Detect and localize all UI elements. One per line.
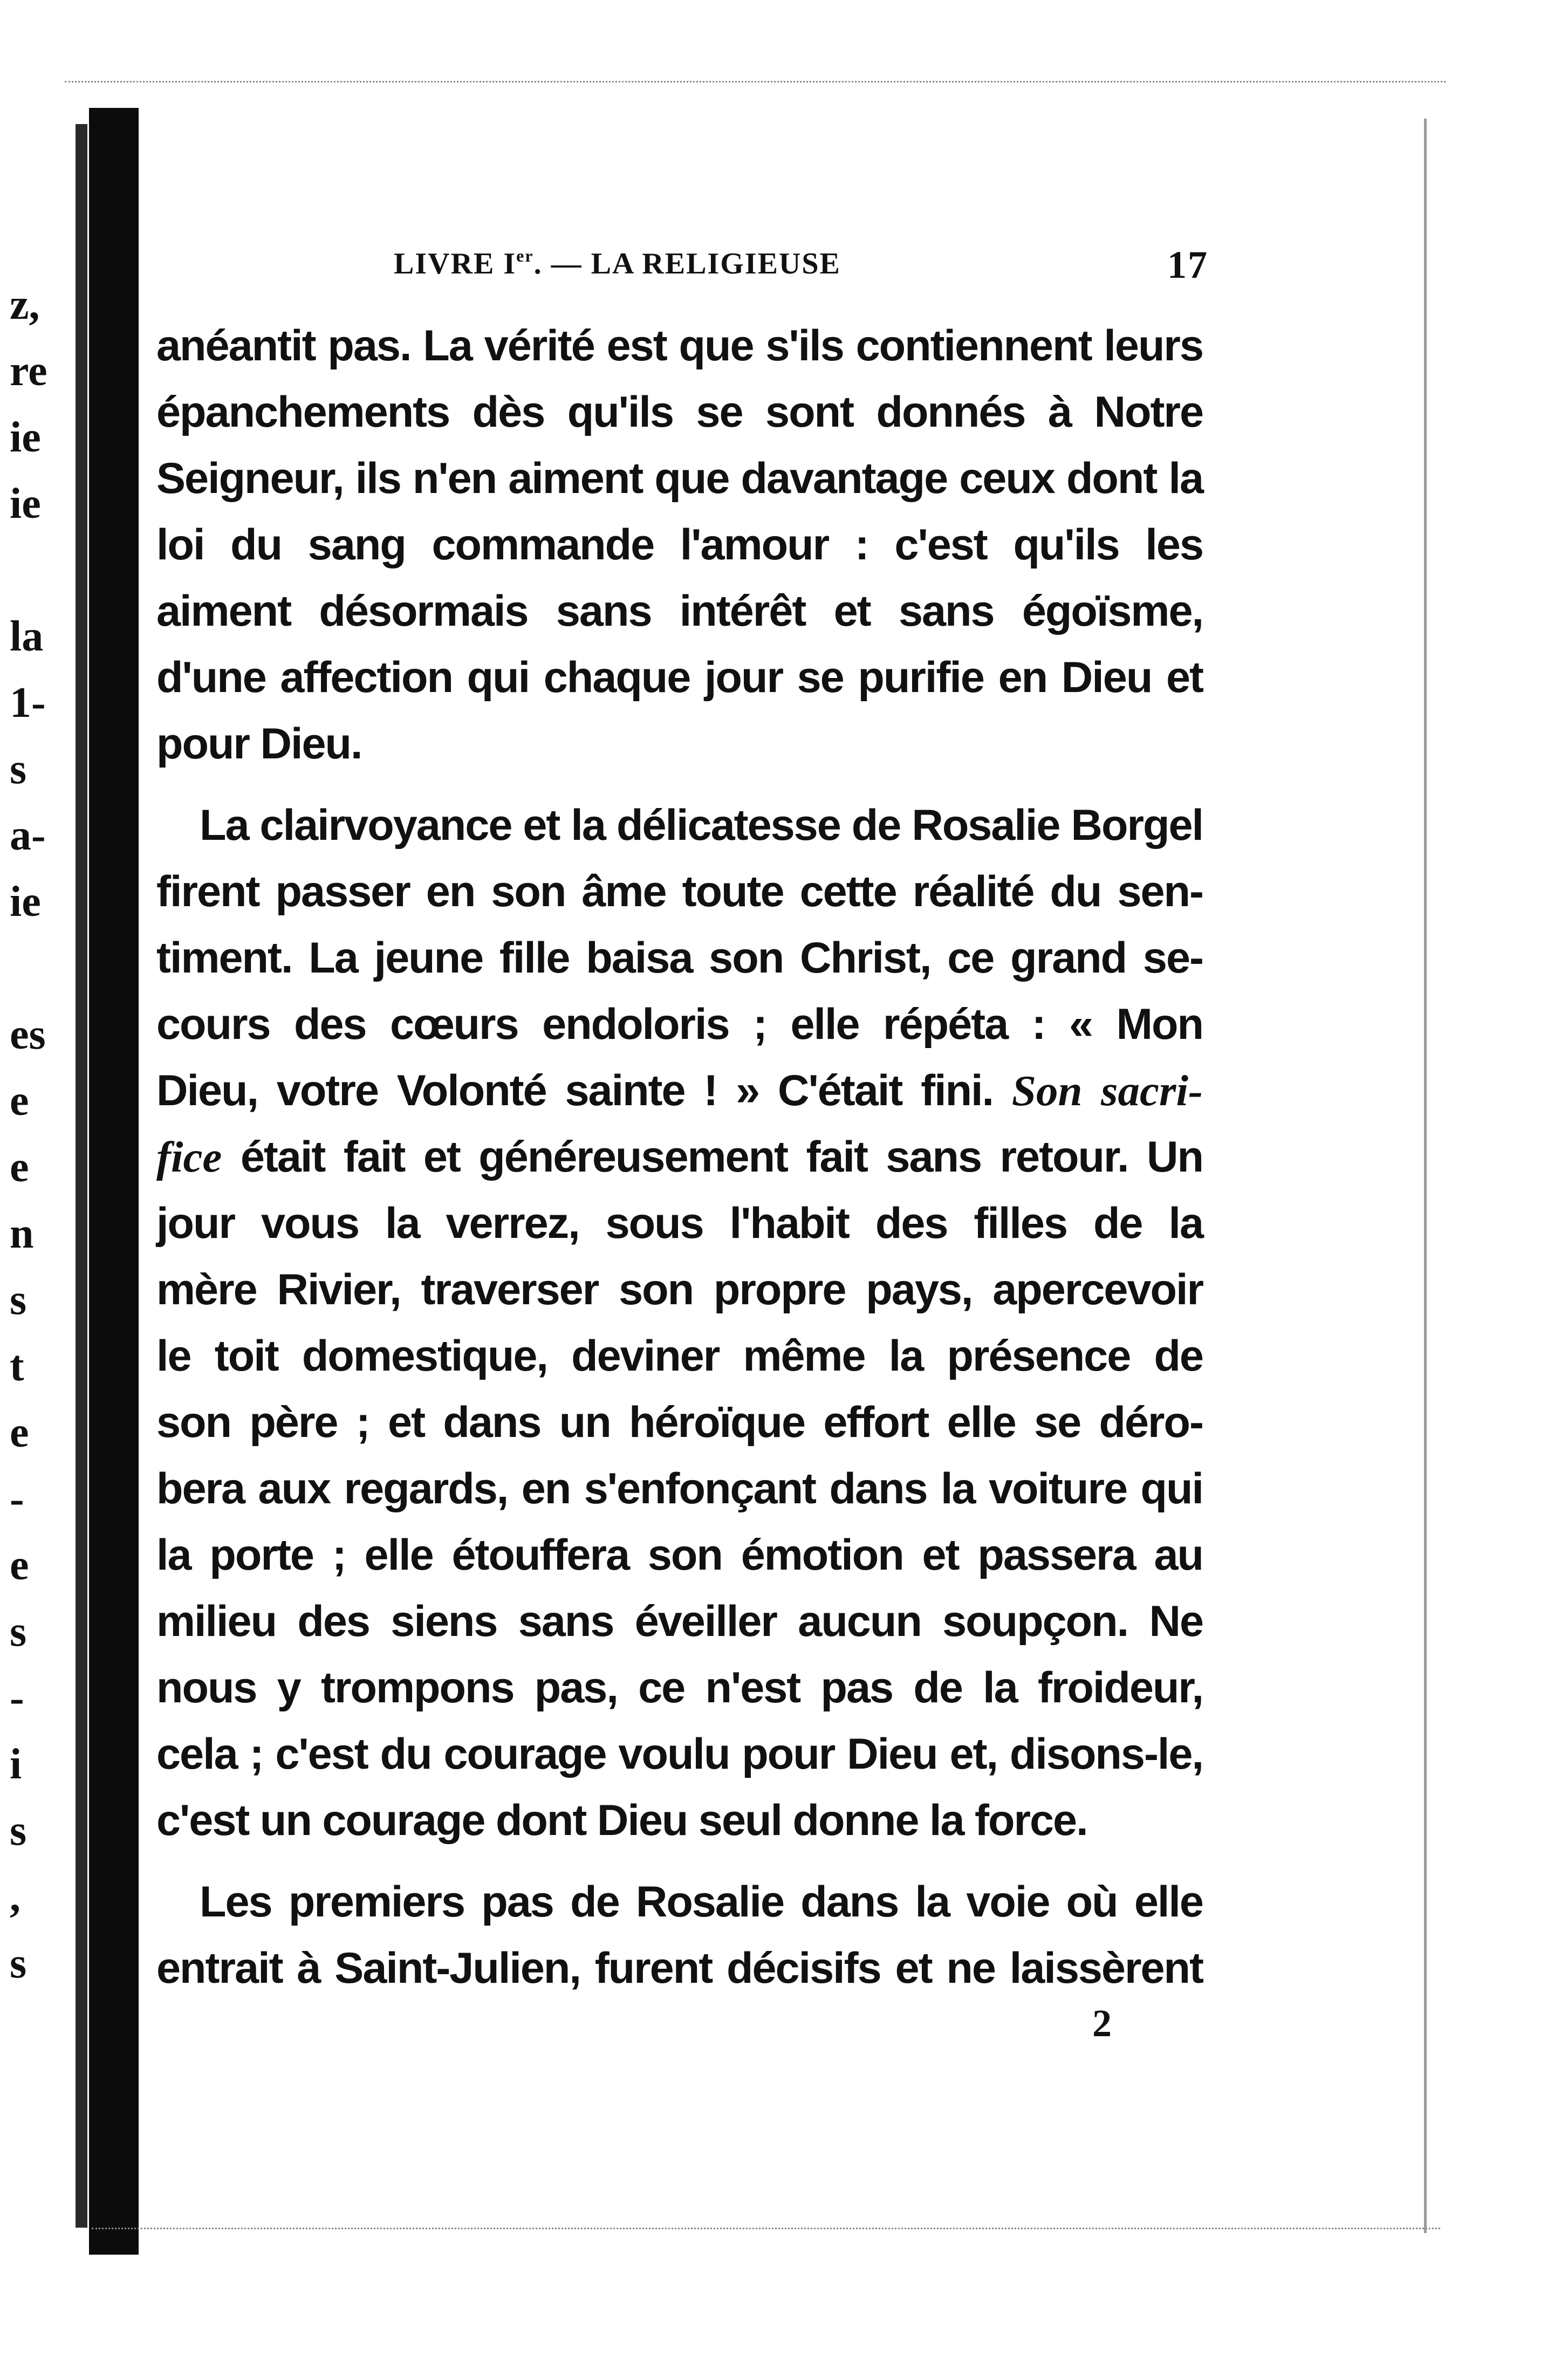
text-line: le toit domestique, deviner même la présence de [156, 1332, 1203, 1380]
text-line: firent passer en son âme toute cette réalité du sen- [156, 867, 1203, 916]
running-title-main: LIVRE I [394, 247, 517, 280]
text-line-with-italic [156, 1058, 1203, 1124]
facing-fragment: ie [10, 480, 41, 528]
text-line: pour Dieu. [156, 720, 362, 768]
page-number: 17 [1167, 243, 1208, 286]
text-line: d'une affection qui chaque jour se purifie en Dieu et [156, 653, 1203, 702]
text-segment: Dieu, votre Volonté sainte ! » C'était fini. [156, 1066, 994, 1115]
text-line: cours des cœurs endoloris ; elle répéta : « Mon [156, 1000, 1203, 1049]
text-line: Seigneur, ils n'en aiment que davantage ceux dont la [156, 454, 1203, 503]
facing-fragment: - [10, 1674, 24, 1722]
running-title-rest: . — LA RELIGIEUSE [533, 247, 841, 280]
facing-fragment: s [10, 1608, 27, 1655]
text-line: La clairvoyance et la délicatesse de Rosalie Borgel [200, 801, 1203, 850]
text-line: aiment désormais sans intérêt et sans égoïsme, [156, 587, 1203, 635]
binding-gutter [89, 108, 139, 2255]
facing-fragment: t [10, 1343, 24, 1390]
facing-fragment: a- [10, 812, 46, 859]
italic-word: fice [156, 1133, 222, 1181]
facing-fragment: s [10, 1940, 27, 1987]
text-line: c'est un courage dont Dieu seul donne la force. [156, 1796, 1087, 1845]
text-line: épanchements dès qu'ils se sont donnés à Notre [156, 388, 1203, 436]
facing-fragment: la [10, 613, 44, 660]
facing-fragment: e [10, 1077, 29, 1125]
facing-fragment: e [10, 1144, 29, 1191]
facing-fragment: e [10, 1409, 29, 1456]
facing-fragment: 1- [10, 679, 46, 727]
facing-fragment: re [10, 347, 47, 395]
text-line: anéantit pas. La vérité est que s'ils contiennent leurs [156, 321, 1203, 370]
text-line-with-italic [156, 1124, 1203, 1190]
text-line: milieu des siens sans éveiller aucun soupçon. Ne [156, 1597, 1203, 1646]
text-line: la porte ; elle étouffera son émotion et passera au [156, 1531, 1203, 1579]
facing-fragment: es [10, 1011, 46, 1058]
facing-fragment: - [10, 1475, 24, 1523]
signature-mark: 2 [1092, 2002, 1112, 2045]
running-title [394, 246, 841, 281]
gutter-shadow [76, 124, 87, 2228]
text-line: mère Rivier, traverser son propre pays, apercevoir [156, 1265, 1203, 1314]
top-edge-noise [65, 81, 1446, 104]
facing-fragment: ie [10, 878, 41, 926]
facing-fragment: n [10, 1210, 34, 1257]
facing-fragment: s [10, 1807, 27, 1854]
text-line: son père ; et dans un héroïque effort elle se déro- [156, 1398, 1203, 1447]
facing-fragment: i [10, 1741, 22, 1788]
facing-fragment: s [10, 745, 27, 793]
text-line: cela ; c'est du courage voulu pour Dieu et, disons-le, [156, 1730, 1203, 1778]
facing-fragment: s [10, 1276, 27, 1324]
page-right-edge [1424, 119, 1427, 2233]
italic-phrase: Son sacri- [1011, 1066, 1203, 1115]
text-line: nous y trompons pas, ce n'est pas de la froideur, [156, 1663, 1203, 1712]
text-line: loi du sang commande l'amour : c'est qu'ils les [156, 521, 1203, 569]
facing-fragment: z, [10, 281, 40, 328]
text-segment: était fait et généreusement fait sans retour. Un [240, 1133, 1203, 1181]
bottom-edge-noise [92, 2228, 1440, 2251]
running-title-superscript: er [516, 246, 534, 265]
text-line: bera aux regards, en s'enfonçant dans la voiture qui [156, 1464, 1203, 1513]
text-line: jour vous la verrez, sous l'habit des filles de la [156, 1199, 1203, 1248]
facing-fragment: , [10, 1873, 20, 1921]
text-line: timent. La jeune fille baisa son Christ, ce grand se- [156, 934, 1203, 982]
text-line: Les premiers pas de Rosalie dans la voie où elle [200, 1878, 1203, 1926]
text-line: entrait à Saint-Julien, furent décisifs et ne laissèrent [156, 1944, 1203, 1992]
facing-fragment: e [10, 1542, 29, 1589]
body-text [156, 313, 1203, 2002]
running-header [394, 243, 1208, 286]
facing-fragment: ie [10, 414, 41, 461]
